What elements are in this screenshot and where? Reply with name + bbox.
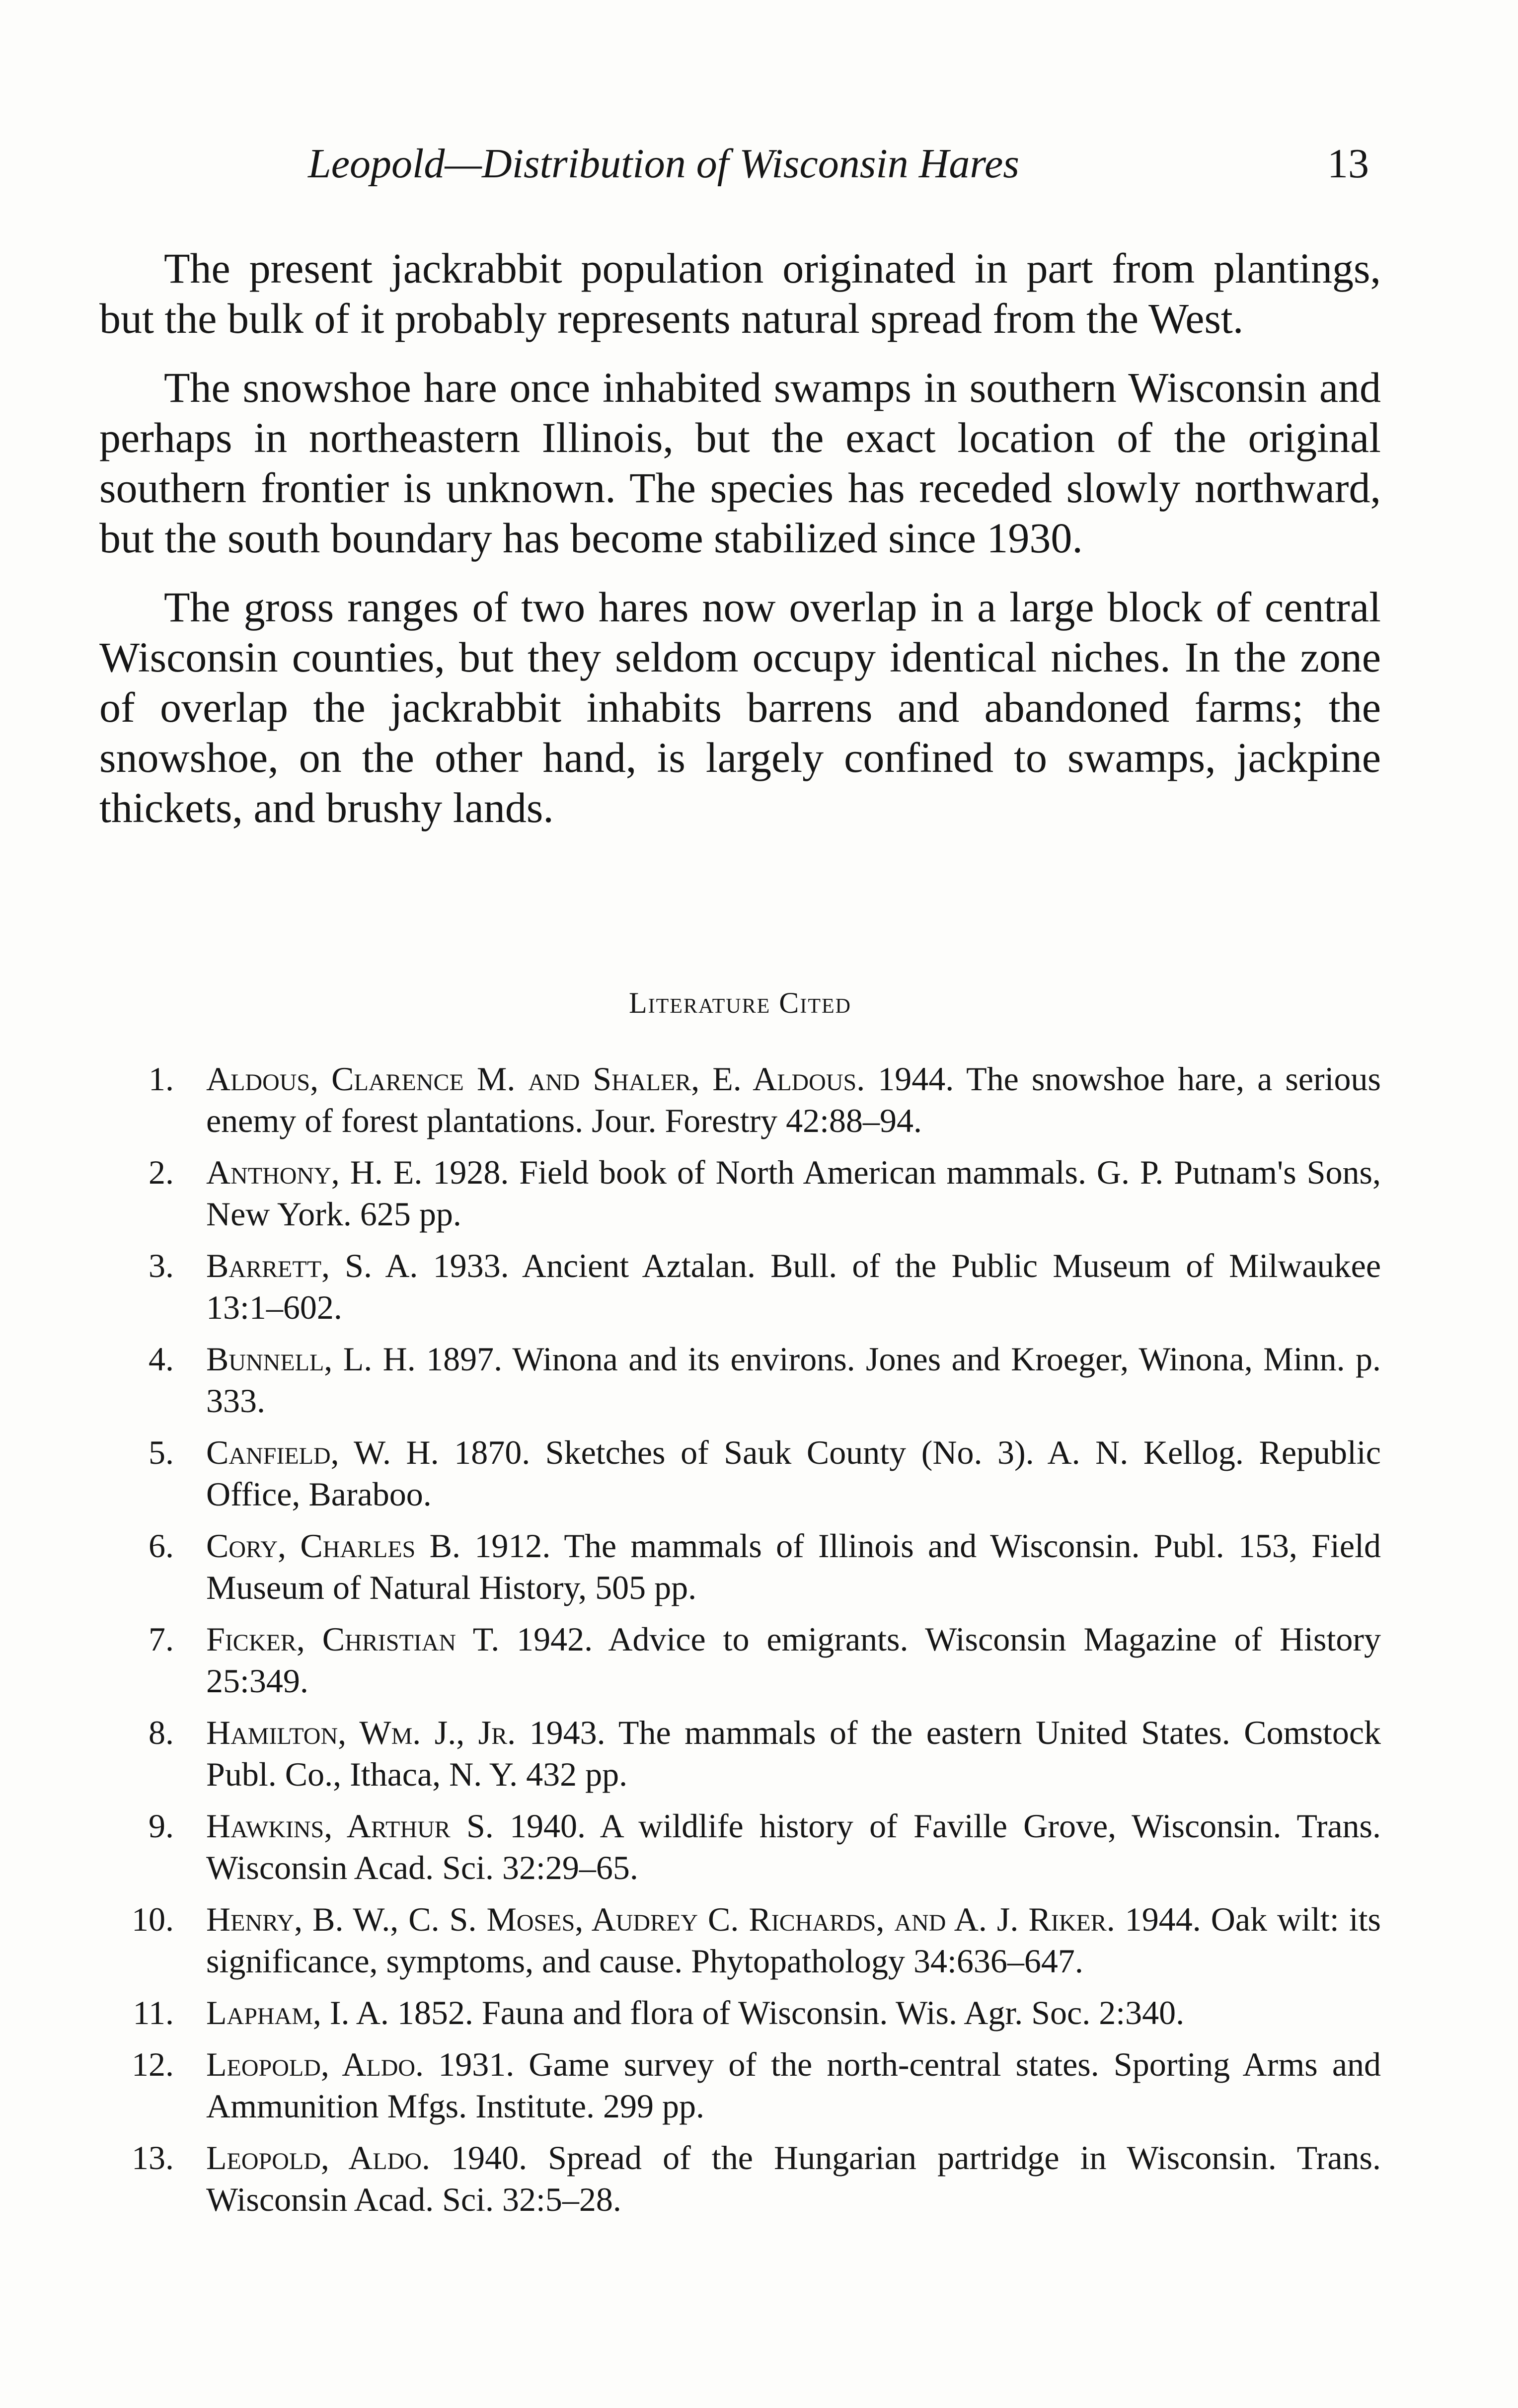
reference-authors: Bunnell, L. H. [206,1340,416,1378]
reference-item [99,1805,1381,1888]
reference-number: 5. [149,1433,174,1471]
reference-number: 9. [149,1807,174,1845]
literature-cited-heading: Literature Cited [629,986,851,1019]
reference-number: 11. [133,1994,174,2032]
reference-item [99,1338,1381,1422]
reference-item [99,1431,1381,1515]
reference-list [99,1058,1381,2230]
reference-authors: Aldous, Clarence M. and Shaler, E. Aldous. [206,1060,865,1098]
reference-number: 1. [149,1060,174,1098]
reference-authors: Ficker, Christian T. [206,1620,500,1658]
reference-text: 1943. The mammals of the eastern United States. Comstock Publ. Co., Ithaca, N. Y. 432 pp. [206,1714,1381,1793]
reference-authors: Barrett, S. A. [206,1247,418,1284]
running-head [308,134,1369,194]
reference-item [99,1245,1381,1328]
reference-text: 1912. The mammals of Illinois and Wisconsin. Publ. 153, Field Museum of Natural History, 505 pp. [206,1527,1381,1606]
reference-authors: Canfield, W. H. [206,1433,439,1471]
reference-authors: Hawkins, Arthur S. [206,1807,494,1845]
reference-item [99,1898,1381,1982]
reference-item [99,1618,1381,1702]
reference-number: 7. [149,1620,174,1658]
reference-item [99,1151,1381,1235]
reference-text: 1940. A wildlife history of Faville Grove, Wisconsin. Trans. Wisconsin Acad. Sci. 32:29–65. [206,1807,1381,1886]
body-text [99,243,1381,852]
reference-text: 1852. Fauna and flora of Wisconsin. Wis. Agr. Soc. 2:340. [397,1994,1185,2032]
reference-authors: Lapham, I. A. [206,1994,389,2032]
reference-text: 1897. Winona and its environs. Jones and Kroeger, Winona, Minn. p. 333. [206,1340,1381,1420]
reference-number: 8. [149,1714,174,1751]
paragraph: The present jackrabbit population originated in part from plantings, but the bulk of it probably represents natural spread from the West. [99,244,1381,342]
reference-item [99,1712,1381,1795]
reference-text: 1933. Ancient Aztalan. Bull. of the Public Museum of Milwaukee 13:1–602. [206,1247,1381,1326]
reference-item [99,1992,1381,2033]
reference-text: 1942. Advice to emigrants. Wisconsin Magazine of History 25:349. [206,1620,1381,1700]
reference-text: 1928. Field book of North American mammals. G. P. Putnam's Sons, New York. 625 pp. [206,1153,1381,1233]
reference-authors: Henry, B. W., C. S. Moses, Audrey C. Richards, and A. J. Riker. [206,1900,1115,1938]
reference-number: 6. [149,1527,174,1565]
reference-number: 4. [149,1340,174,1378]
reference-authors: Anthony, H. E. [206,1153,423,1191]
reference-text: 1944. The snowshoe hare, a serious enemy of forest plantations. Jour. Forestry 42:88–94. [206,1060,1381,1139]
paragraph: The snowshoe hare once inhabited swamps in southern Wisconsin and perhaps in northeastern Illinois, but the exact location of the original southern frontier is unknown. The species has receded slowly northward, but the south boundary has become stabilized since 1930. [99,364,1381,562]
reference-number: 10. [132,1900,174,1938]
reference-authors: Cory, Charles B. [206,1527,461,1565]
reference-item [99,1058,1381,1141]
reference-text: 1944. Oak wilt: its significance, symptoms, and cause. Phytopathology 34:636–647. [206,1900,1381,1980]
reference-number: 2. [149,1153,174,1191]
reference-number: 12. [132,2045,174,2083]
running-title: Leopold—Distribution of Wisconsin Hares [308,141,1019,187]
paragraph: The gross ranges of two hares now overlap in a large block of central Wisconsin counties, but they seldom occupy identical niches. In the zone of overlap the jackrabbit inhabits barrens and abandoned farms; the snowshoe, on the other hand, is largely confined to swamps, jackpine thickets, and brushy lands. [99,583,1381,831]
reference-text: 1940. Spread of the Hungarian partridge in Wisconsin. Trans. Wisconsin Acad. Sci. 32:5–28. [206,2139,1381,2218]
reference-number: 13. [132,2139,174,2177]
reference-text: 1931. Game survey of the north-central states. Sporting Arms and Ammunition Mfgs. Institute. 299 pp. [206,2045,1381,2125]
reference-text: 1870. Sketches of Sauk County (No. 3). A. N. Kellog. Republic Office, Baraboo. [206,1433,1381,1513]
reference-authors: Leopold, Aldo. [206,2139,430,2177]
reference-authors: Hamilton, Wm. J., Jr. [206,1714,516,1751]
reference-authors: Leopold, Aldo. [206,2045,424,2083]
reference-item [99,2137,1381,2220]
page-number: 13 [1327,141,1369,187]
reference-number: 3. [149,1247,174,1284]
reference-item [99,1525,1381,1608]
reference-item [99,2043,1381,2127]
